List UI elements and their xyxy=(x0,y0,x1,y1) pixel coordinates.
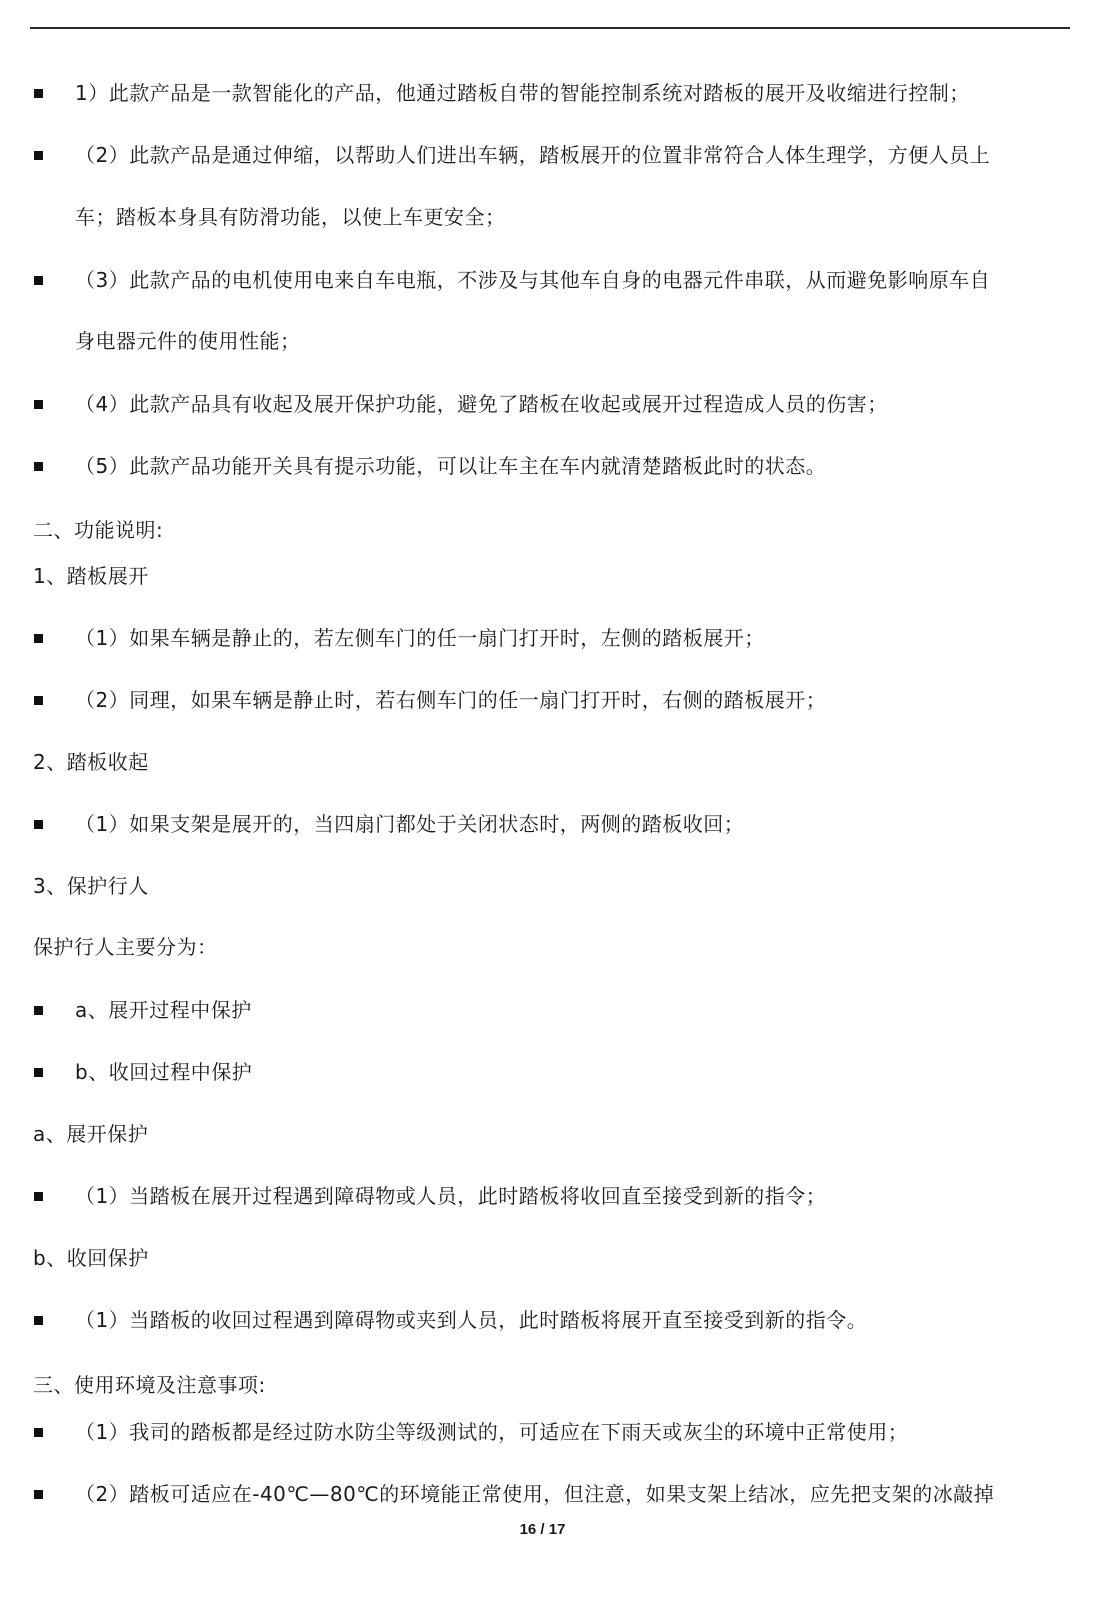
bullet-square-icon xyxy=(34,696,43,705)
retract-protection-title: b、收回保护 xyxy=(33,1246,149,1270)
page-number: 16 / 17 xyxy=(519,1521,566,1538)
header-rule xyxy=(30,27,1070,29)
bullet-square-icon xyxy=(34,1006,43,1015)
bullet-square-icon xyxy=(34,1428,43,1437)
bullet-square-icon xyxy=(34,1316,43,1325)
section-2-title: 二、功能说明: xyxy=(33,518,164,542)
feature-item-2-continued: 车；踏板本身具有防滑功能，以使上车更安全； xyxy=(75,205,506,229)
bullet-square-icon xyxy=(34,1068,43,1077)
protection-intro: 保护行人主要分为： xyxy=(33,935,218,959)
retract-protection-item-1: （1）当踏板的收回过程遇到障碍物或夹到人员，此时踏板将展开直至接受到新的指令。 xyxy=(75,1308,868,1332)
bullet-square-icon xyxy=(34,820,43,829)
bullet-square-icon xyxy=(34,400,43,409)
environment-item-2: （2）踏板可适应在-40℃—80℃的环境能正常使用，但注意，如果支架上结冰，应先把支架的冰敲掉 xyxy=(75,1482,995,1506)
section-3-title: 三、使用环境及注意事项: xyxy=(33,1373,266,1397)
bullet-square-icon xyxy=(34,462,43,471)
subsection-1-title: 1、踏板展开 xyxy=(33,564,149,588)
bullet-square-icon xyxy=(34,1192,43,1201)
unfold-item-1: （1）如果车辆是静止的，若左侧车门的任一扇门打开时，左侧的踏板展开； xyxy=(75,626,765,650)
bullet-square-icon xyxy=(34,151,43,160)
subsection-3-title: 3、保护行人 xyxy=(33,874,149,898)
feature-item-5: （5）此款产品功能开关具有提示功能，可以让车主在车内就清楚踏板此时的状态。 xyxy=(75,454,827,478)
subsection-2-title: 2、踏板收起 xyxy=(33,750,149,774)
environment-item-1: （1）我司的踏板都是经过防水防尘等级测试的，可适应在下雨天或灰尘的环境中正常使用； xyxy=(75,1420,909,1444)
bullet-square-icon xyxy=(34,89,43,98)
feature-item-3: （3）此款产品的电机使用电来自车电瓶，不涉及与其他车自身的电器元件串联，从而避免影响原车自 xyxy=(75,268,991,292)
feature-item-3-continued: 身电器元件的使用性能； xyxy=(75,329,301,353)
feature-item-1: 1）此款产品是一款智能化的产品，他通过踏板自带的智能控制系统对踏板的展开及收缩进行控制； xyxy=(75,81,970,105)
feature-item-2: （2）此款产品是通过伸缩，以帮助人们进出车辆，踏板展开的位置非常符合人体生理学，方便人员上 xyxy=(75,143,991,167)
protection-type-a: a、展开过程中保护 xyxy=(75,998,252,1022)
unfold-protection-title: a、展开保护 xyxy=(33,1122,149,1146)
feature-item-4: （4）此款产品具有收起及展开保护功能，避免了踏板在收起或展开过程造成人员的伤害； xyxy=(75,392,888,416)
bullet-square-icon xyxy=(34,276,43,285)
unfold-item-2: （2）同理，如果车辆是静止时，若右侧车门的任一扇门打开时，右侧的踏板展开； xyxy=(75,688,827,712)
retract-item-1: （1）如果支架是展开的，当四扇门都处于关闭状态时，两侧的踏板收回； xyxy=(75,812,745,836)
unfold-protection-item-1: （1）当踏板在展开过程遇到障碍物或人员，此时踏板将收回直至接受到新的指令； xyxy=(75,1184,827,1208)
protection-type-b: b、收回过程中保护 xyxy=(75,1060,253,1084)
bullet-square-icon xyxy=(34,1490,43,1499)
bullet-square-icon xyxy=(34,634,43,643)
